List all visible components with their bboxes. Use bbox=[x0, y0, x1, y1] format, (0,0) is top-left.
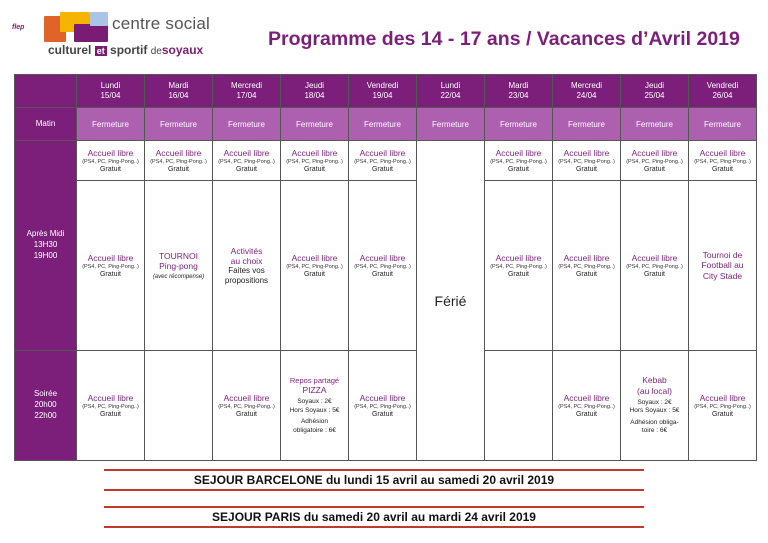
apres-midi-row-1 bbox=[15, 141, 757, 181]
empty-cell bbox=[485, 351, 553, 461]
label-line: 19H00 bbox=[33, 250, 58, 260]
logo-centre-social: centre social bbox=[112, 14, 211, 33]
activity-price: Gratuit bbox=[371, 411, 393, 419]
day-header bbox=[553, 75, 621, 108]
activity-sub: (PS4, PC, Ping-Pong..) bbox=[354, 263, 411, 270]
activity-price: Gratuit bbox=[575, 411, 597, 419]
activity-sub: (PS4, PC, Ping-Pong..) bbox=[694, 403, 751, 410]
day-date: 16/04 bbox=[168, 91, 189, 100]
logo-sportif: sportif bbox=[110, 43, 148, 57]
day-header bbox=[689, 75, 757, 108]
fermeture-cell: Fermeture bbox=[213, 108, 281, 141]
day-date: 24/04 bbox=[576, 91, 597, 100]
activity-cell bbox=[349, 181, 417, 351]
apres-midi-row-2 bbox=[15, 181, 757, 351]
activity-cell bbox=[77, 181, 145, 351]
fermeture-cell: Fermeture bbox=[417, 108, 485, 141]
day-date: 19/04 bbox=[372, 91, 393, 100]
day-header bbox=[281, 75, 349, 108]
label-line: 13H30 bbox=[33, 240, 58, 250]
logo-et: et bbox=[96, 46, 105, 56]
activity-title: Accueil libre bbox=[291, 147, 338, 158]
price-hors-soyaux: Hors Soyaux : 5€ bbox=[629, 407, 680, 415]
activity-title: Accueil libre bbox=[87, 252, 134, 263]
activity-cell bbox=[485, 181, 553, 351]
logo-subtitle bbox=[48, 43, 203, 57]
activity-price: Gratuit bbox=[711, 166, 733, 174]
day-header bbox=[621, 75, 689, 108]
activity-cell bbox=[213, 351, 281, 461]
activity-cell bbox=[77, 141, 145, 181]
activity-price: Gratuit bbox=[643, 166, 665, 174]
day-date: 23/04 bbox=[508, 91, 529, 100]
fermeture-cell: Fermeture bbox=[145, 108, 213, 141]
logo bbox=[8, 10, 223, 64]
activity-cell bbox=[553, 141, 621, 181]
activity-cell bbox=[349, 141, 417, 181]
day-header bbox=[417, 75, 485, 108]
day-date: 17/04 bbox=[236, 91, 257, 100]
fermeture-cell: Fermeture bbox=[349, 108, 417, 141]
matin-row bbox=[15, 108, 757, 141]
activity-title: Football au bbox=[701, 260, 744, 271]
activity-title: Tournoi de bbox=[702, 250, 743, 261]
activity-price: Gratuit bbox=[507, 166, 529, 174]
activites-cell bbox=[213, 181, 281, 351]
corner-cell bbox=[15, 75, 77, 108]
logo-block-purple bbox=[74, 24, 108, 42]
row-label-matin: Matin bbox=[15, 108, 77, 141]
activity-cell bbox=[213, 141, 281, 181]
activity-title: Accueil libre bbox=[223, 147, 270, 158]
activity-cell bbox=[689, 141, 757, 181]
activity-price: Gratuit bbox=[99, 411, 121, 419]
activity-title: Accueil libre bbox=[223, 392, 270, 403]
day-header bbox=[349, 75, 417, 108]
activity-title: Accueil libre bbox=[359, 147, 406, 158]
activity-title: Accueil libre bbox=[631, 252, 678, 263]
row-label-soiree bbox=[15, 351, 77, 461]
activity-sub: (PS4, PC, Ping-Pong..) bbox=[354, 403, 411, 410]
label-line: 20h00 bbox=[34, 400, 57, 410]
activity-title: Accueil libre bbox=[87, 392, 134, 403]
price-soyaux: Soyaux : 2€ bbox=[297, 398, 332, 406]
activity-price: Gratuit bbox=[303, 166, 325, 174]
activity-price: Gratuit bbox=[507, 271, 529, 279]
activity-price: Gratuit bbox=[99, 166, 121, 174]
repas-pizza-cell bbox=[281, 351, 349, 461]
activity-title: Accueil libre bbox=[631, 147, 678, 158]
soiree-row bbox=[15, 351, 757, 461]
activity-cell bbox=[553, 181, 621, 351]
activity-cell bbox=[553, 351, 621, 461]
activity-sub: (PS4, PC, Ping-Pong..) bbox=[150, 158, 207, 165]
day-date: 25/04 bbox=[644, 91, 665, 100]
activity-note: (avec récompense) bbox=[152, 274, 205, 281]
activity-cell bbox=[689, 351, 757, 461]
activity-sub: (PS4, PC, Ping-Pong..) bbox=[626, 263, 683, 270]
activity-price: Gratuit bbox=[711, 411, 733, 419]
activity-title: TOURNOI bbox=[158, 250, 199, 261]
activity-title: Accueil libre bbox=[359, 252, 406, 263]
logo-de: de bbox=[150, 46, 162, 57]
activity-sub: (PS4, PC, Ping-Pong..) bbox=[82, 403, 139, 410]
activity-note: Faites vos bbox=[228, 266, 265, 276]
activity-title: Accueil libre bbox=[699, 392, 746, 403]
activity-title: Activités bbox=[230, 245, 263, 256]
activity-sub: (PS4, PC, Ping-Pong..) bbox=[558, 403, 615, 410]
day-date: 26/04 bbox=[712, 91, 733, 100]
tournoi-pingpong-cell bbox=[145, 181, 213, 351]
day-date: 15/04 bbox=[100, 91, 121, 100]
activity-title: Repos partagé bbox=[289, 376, 340, 386]
page-title: Programme des 14 - 17 ans / Vacances d’Avril 2019 bbox=[268, 28, 740, 50]
day-name: Jeudi bbox=[304, 81, 325, 90]
fermeture-cell: Fermeture bbox=[621, 108, 689, 141]
day-name: Mardi bbox=[508, 81, 529, 90]
logo-block-blue bbox=[90, 12, 108, 26]
activity-sub: (PS4, PC, Ping-Pong..) bbox=[82, 263, 139, 270]
activity-sub: (PS4, PC, Ping-Pong..) bbox=[626, 158, 683, 165]
schedule-table bbox=[14, 74, 757, 461]
activity-cell bbox=[621, 181, 689, 351]
activity-title: Kebab bbox=[642, 375, 667, 386]
day-name: Jeudi bbox=[644, 81, 665, 90]
ferie-cell bbox=[417, 141, 485, 461]
activity-title: Ping-pong bbox=[159, 261, 198, 271]
adhesion-note: Adhésion obliga- bbox=[630, 418, 679, 426]
day-name: Lundi bbox=[440, 81, 461, 90]
logo-culturel: culturel bbox=[48, 43, 92, 57]
label-line: Après Midi bbox=[26, 229, 65, 239]
adhesion-note: Adhésion bbox=[300, 418, 329, 426]
day-name: Lundi bbox=[100, 81, 121, 90]
activity-title: au choix bbox=[230, 255, 263, 266]
day-name: Mercredi bbox=[570, 81, 603, 90]
tournoi-football-cell bbox=[689, 181, 757, 351]
activity-cell bbox=[349, 351, 417, 461]
fermeture-cell: Fermeture bbox=[77, 108, 145, 141]
activity-price: Gratuit bbox=[235, 166, 257, 174]
day-header bbox=[485, 75, 553, 108]
activity-price: Gratuit bbox=[575, 166, 597, 174]
label-line: 22h00 bbox=[34, 410, 57, 420]
label-line: Soirée bbox=[33, 389, 58, 399]
sejour-barcelone-banner: SEJOUR BARCELONE du lundi 15 avril au samedi 20 avril 2019 bbox=[104, 469, 644, 491]
day-header bbox=[77, 75, 145, 108]
activity-title: Accueil libre bbox=[699, 147, 746, 158]
day-name: Mercredi bbox=[230, 81, 263, 90]
activity-title: City Stade bbox=[702, 270, 743, 281]
header-row bbox=[15, 75, 757, 108]
activity-sub: (PS4, PC, Ping-Pong..) bbox=[694, 158, 751, 165]
activity-price: Gratuit bbox=[167, 166, 189, 174]
logo-flep: flep bbox=[12, 24, 25, 31]
activity-title: PIZZA bbox=[302, 385, 327, 396]
activity-title: Accueil libre bbox=[495, 252, 542, 263]
activity-price: Gratuit bbox=[303, 271, 325, 279]
activity-sub: (PS4, PC, Ping-Pong..) bbox=[354, 158, 411, 165]
kebab-cell bbox=[621, 351, 689, 461]
fermeture-cell: Fermeture bbox=[553, 108, 621, 141]
day-header bbox=[145, 75, 213, 108]
day-header bbox=[213, 75, 281, 108]
activity-cell bbox=[77, 351, 145, 461]
empty-cell bbox=[145, 351, 213, 461]
activity-price: Gratuit bbox=[235, 411, 257, 419]
logo-soyaux: soyaux bbox=[161, 43, 204, 57]
day-date: 22/04 bbox=[440, 91, 461, 100]
day-name: Vendredi bbox=[366, 81, 399, 90]
activity-price: Gratuit bbox=[371, 271, 393, 279]
activity-title: Accueil libre bbox=[291, 252, 338, 263]
activity-cell bbox=[485, 141, 553, 181]
activity-sub: (PS4, PC, Ping-Pong..) bbox=[218, 158, 275, 165]
activity-title: Accueil libre bbox=[563, 147, 610, 158]
adhesion-note: toire : 6€ bbox=[641, 427, 668, 435]
day-name: Mardi bbox=[168, 81, 189, 90]
activity-sub: (PS4, PC, Ping-Pong..) bbox=[490, 263, 547, 270]
activity-sub: (PS4, PC, Ping-Pong..) bbox=[558, 158, 615, 165]
activity-title: Accueil libre bbox=[359, 392, 406, 403]
activity-sub: (PS4, PC, Ping-Pong..) bbox=[286, 263, 343, 270]
fermeture-cell: Fermeture bbox=[281, 108, 349, 141]
activity-title: Accueil libre bbox=[155, 147, 202, 158]
adhesion-note: obligatoire : 6€ bbox=[293, 426, 336, 434]
activity-title: (au local) bbox=[637, 385, 672, 396]
day-date: 18/04 bbox=[304, 91, 325, 100]
price-hors-soyaux: Hors Soyaux : 5€ bbox=[289, 406, 340, 414]
day-name: Vendredi bbox=[706, 81, 739, 90]
activity-cell bbox=[145, 141, 213, 181]
activity-cell bbox=[281, 141, 349, 181]
sejour-paris-banner: SEJOUR PARIS du samedi 20 avril au mardi 24 avril 2019 bbox=[104, 506, 644, 528]
activity-price: Gratuit bbox=[575, 271, 597, 279]
ferie-label: Férié bbox=[434, 292, 467, 309]
activity-title: Accueil libre bbox=[87, 147, 134, 158]
row-label-apres-midi bbox=[15, 141, 77, 351]
activity-title: Accueil libre bbox=[495, 147, 542, 158]
activity-sub: (PS4, PC, Ping-Pong..) bbox=[490, 158, 547, 165]
activity-sub: (PS4, PC, Ping-Pong..) bbox=[82, 158, 139, 165]
activity-title: Accueil libre bbox=[563, 392, 610, 403]
price-soyaux: Soyaux : 2€ bbox=[637, 398, 672, 406]
activity-price: Gratuit bbox=[371, 166, 393, 174]
activity-sub: (PS4, PC, Ping-Pong..) bbox=[558, 263, 615, 270]
activity-price: Gratuit bbox=[643, 271, 665, 279]
fermeture-cell: Fermeture bbox=[485, 108, 553, 141]
activity-cell bbox=[621, 141, 689, 181]
activity-note: propositions bbox=[224, 275, 269, 285]
fermeture-cell: Fermeture bbox=[689, 108, 757, 141]
activity-price: Gratuit bbox=[99, 271, 121, 279]
activity-title: Accueil libre bbox=[563, 252, 610, 263]
activity-sub: (PS4, PC, Ping-Pong..) bbox=[218, 403, 275, 410]
activity-cell bbox=[281, 181, 349, 351]
activity-sub: (PS4, PC, Ping-Pong..) bbox=[286, 158, 343, 165]
